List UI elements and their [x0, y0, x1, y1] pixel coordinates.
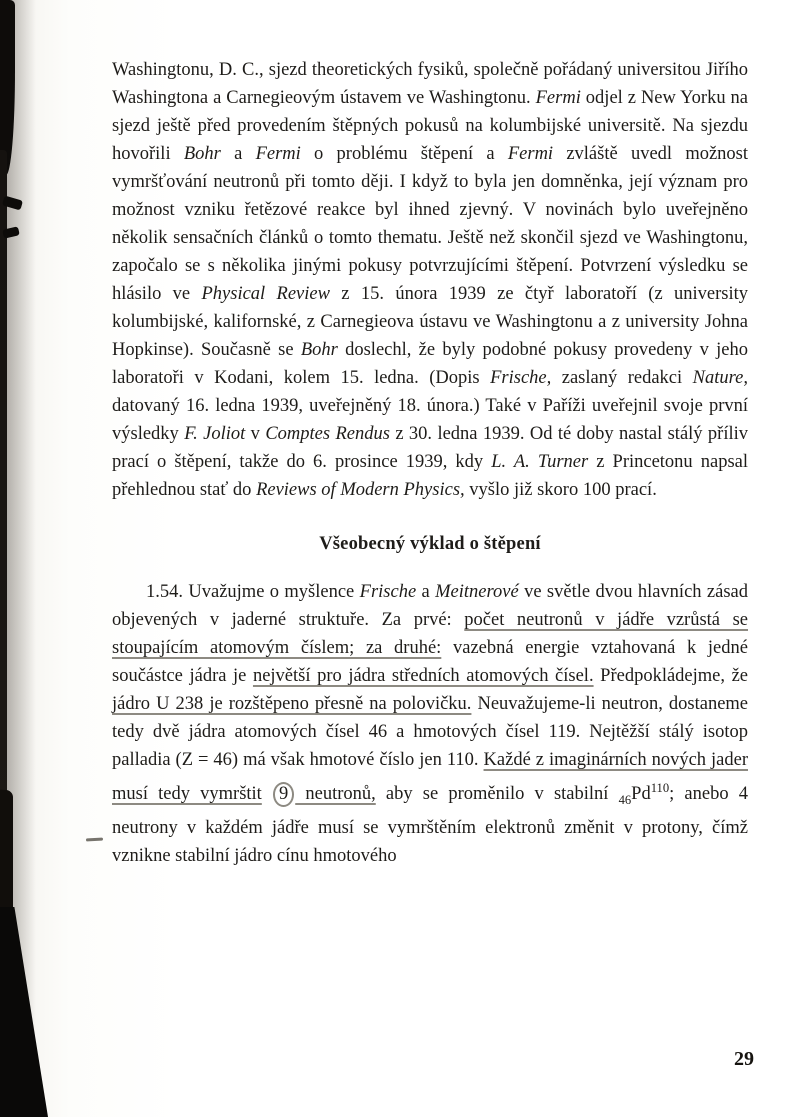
italic-text: L. A. Turner — [491, 452, 589, 472]
pencil-underlined-text: největší pro jádra středních atomových čísel. — [252, 666, 594, 686]
text-run: 1.54. Uvažujme o myšlence — [146, 582, 360, 602]
paragraph — [112, 56, 748, 504]
pencil-underlined-text: neutronů, — [295, 784, 376, 805]
italic-text: Frische — [359, 582, 417, 602]
pencil-underlined-text: počet neutronů v jádře vzrůstá se stoupajícím atomovým číslem; za druhé: — [112, 610, 748, 658]
italic-text: Frische, — [490, 368, 552, 388]
text-run: a — [416, 582, 436, 602]
text-run: vyšlo již skoro 100 prací. — [464, 480, 657, 500]
pencil-circled-number: 9 — [273, 782, 294, 807]
italic-text: Comptes Rendus — [265, 424, 390, 444]
text-run: z Princetonu napsal přehlednou stať do — [112, 452, 748, 500]
text-run: 46 — [618, 792, 632, 807]
text-run: ve světle dvou hlavních zásad objevených v jaderné struktuře. Za prvé: — [112, 582, 748, 630]
text-run: Washingtonu, D. C., sjezd theoretických fysiků, společně pořádaný universitou Jiřího Washingtona a Carnegieovým ústavem ve Washingtonu. — [112, 60, 748, 108]
italic-text: Fermi — [535, 88, 581, 108]
italic-text: Nature, — [692, 368, 748, 388]
text-run: vazebná energie vztahovaná k jedné součástce jádra je — [112, 638, 748, 686]
text-run: Předpokládejme, že — [593, 666, 748, 686]
text-run: aby se proměnilo v stabilní — [375, 784, 619, 805]
text-run: datovaný 16. ledna 1939, uveřejněný 18. února.) Také v Paříži uveřejnil svoje první výsledky — [112, 396, 748, 444]
text-run: doslechl, že byly podobné pokusy provedeny v jeho laboratoři v Kodani, kolem 15. ledna. (Dopis — [112, 340, 749, 388]
italic-text: F. Joliot — [184, 424, 246, 444]
text-run: o problému štěpení a — [300, 144, 508, 164]
page-number: 29 — [734, 1048, 754, 1070]
pencil-margin-mark — [86, 838, 103, 842]
text-run: Pd — [631, 784, 651, 805]
pencil-underlined-text: Každé z imaginárních nových jader musí tedy vymrštit — [112, 750, 748, 805]
text-run: a — [220, 144, 256, 164]
text-run: odjel z New Yorku na sjezd ještě před provedením štěpných pokusů na kolumbijské universitě. Na sjezdu hovořili — [112, 88, 748, 164]
italic-text: Fermi — [507, 144, 554, 164]
text-run: v — [245, 424, 266, 444]
text-run: 110 — [650, 781, 670, 795]
text-run: zaslaný redakci — [551, 368, 693, 388]
italic-text: Bohr — [300, 340, 338, 360]
page-text — [112, 56, 748, 870]
text-run: z 30. ledna 1939. Od té doby nastal stálý příliv prací o štěpení, takže do 6. prosince 1939, kdy — [112, 424, 749, 472]
section-heading: Všeobecný výklad o štěpení — [319, 534, 541, 554]
paragraph — [112, 578, 748, 870]
binding-edge-strip — [0, 150, 7, 810]
text-run: ; anebo 4 neutrony v každém jádře musí se vymrštěním elektronů změnit v protony, čímž vznikne stabilní jádro cínu hmotového — [112, 784, 748, 866]
text-run — [262, 784, 272, 804]
text-run: Neuvažujeme-li neutron, dostaneme tedy dvě jádra atomových čísel 46 a hmotových čísel 119. Nejtěžší stálý isotop palladia (Z = 46) má však hmotové číslo jen 110. — [112, 694, 748, 770]
italic-text: Physical Review — [201, 284, 330, 304]
italic-text: Fermi — [255, 144, 301, 164]
pencil-underlined-text: jádro U 238 je rozštěpeno přesně na polovičku. — [112, 694, 472, 714]
italic-text: Meitnerové — [435, 582, 519, 602]
text-run: z 15. února 1939 ze čtyř laboratoří (z university kolumbijské, kalifornské, z Carnegieova ústavu ve Washingtonu a z university Johna Hopkinse). Současně se — [112, 284, 748, 360]
italic-text: Reviews of Modern Physics, — [256, 480, 465, 500]
italic-text: Bohr — [183, 144, 221, 164]
text-run: zvláště uvedl možnost vymršťování neutronů při tomto ději. I když to byla jen domněnka, její význam pro možnost vzniku řetězové reakce byl ihned zjevný. V novinách bylo uveřejněno několik sensačních článků o tomto thematu. Ještě než skončil sjezd ve Washingtonu, započalo se s několika jinými pokusy potvrzujícími štěpení. Potvrzení výsledku se hlásilo ve — [112, 144, 749, 304]
